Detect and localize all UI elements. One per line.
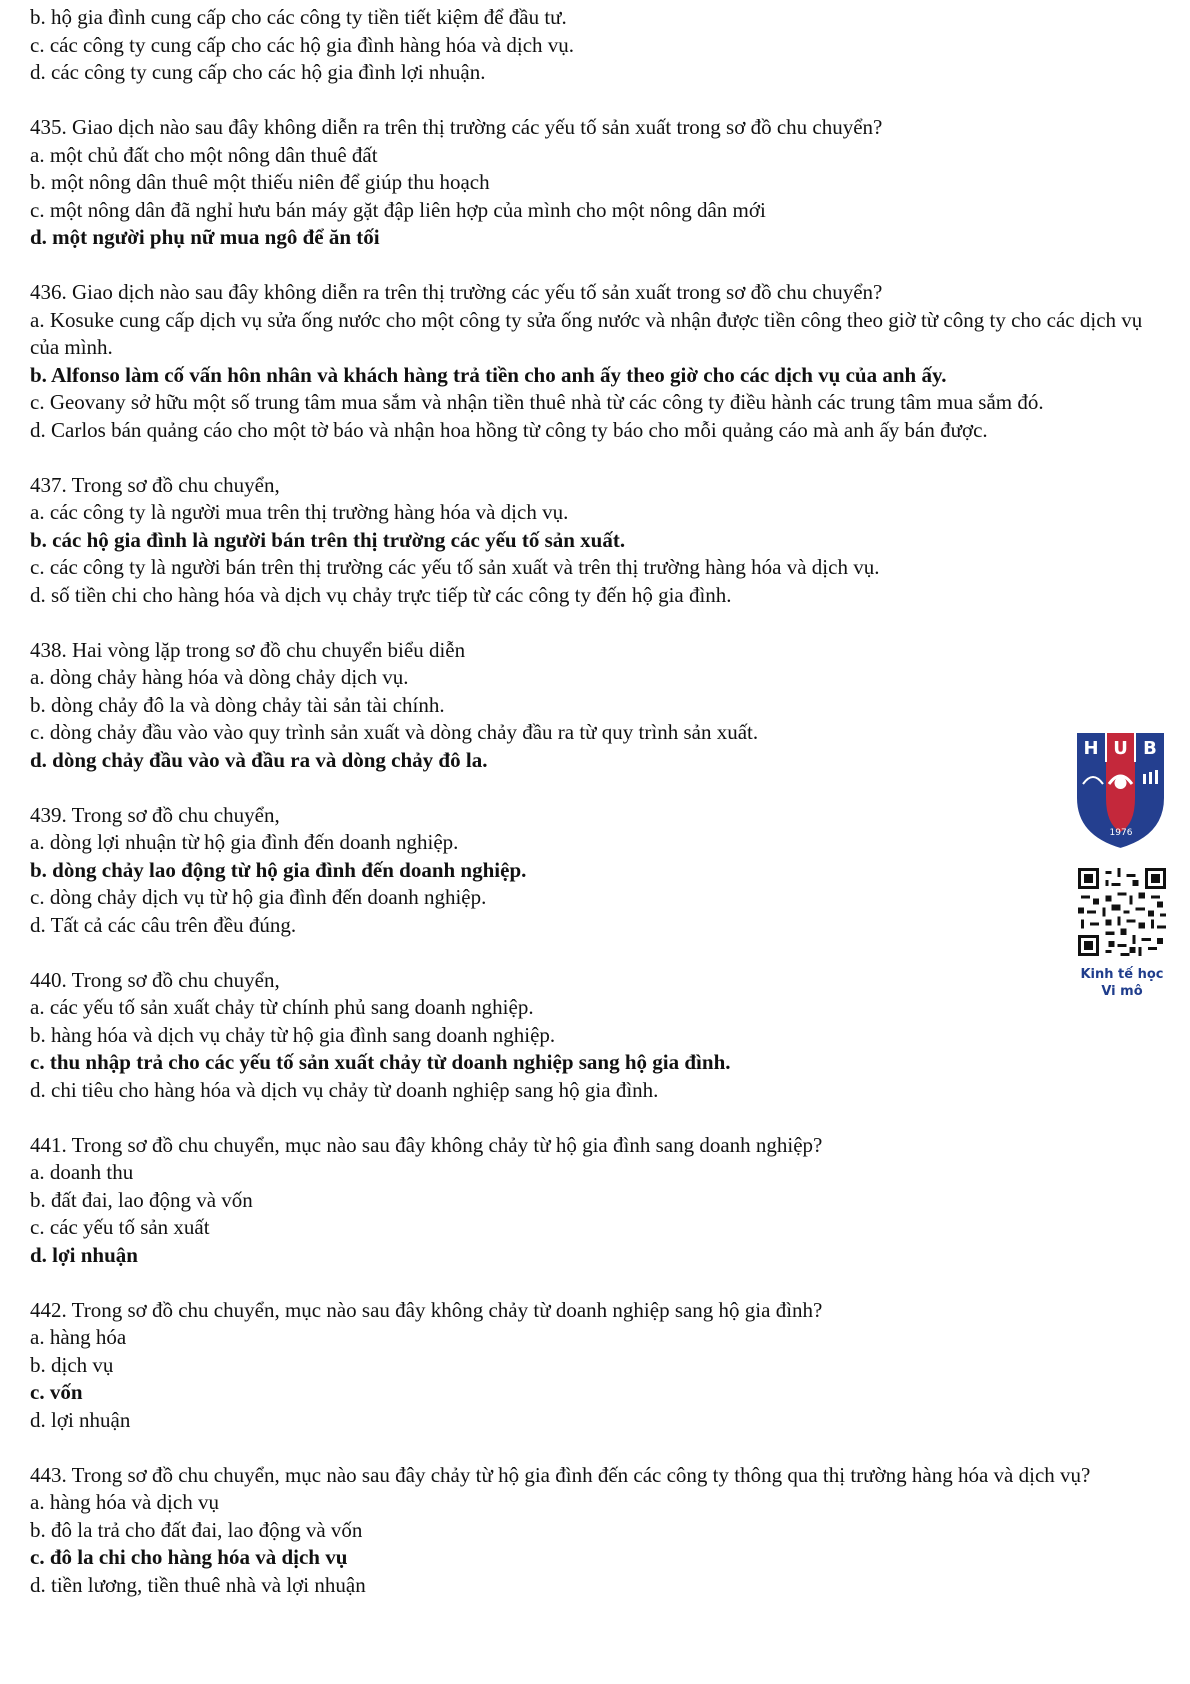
text-line: b. các hộ gia đình là người bán trên thị trường các yếu tố sản xuất. bbox=[30, 527, 626, 552]
text-line: 442. Trong sơ đồ chu chuyển, mục nào sau đây không chảy từ doanh nghiệp sang hộ gia đình? bbox=[30, 1297, 823, 1322]
text-line: 435. Giao dịch nào sau đây không diễn ra trên thị trường các yếu tố sản xuất trong sơ đồ chu chuyển? bbox=[30, 115, 883, 139]
text-line: a. dòng lợi nhuận từ hộ gia đình đến doanh nghiệp. bbox=[30, 830, 459, 854]
text-line: c. các công ty cung cấp cho các hộ gia đình hàng hóa và dịch vụ. bbox=[30, 32, 575, 57]
blank-line bbox=[30, 1269, 1165, 1297]
text-line: 438. Hai vòng lặp trong sơ đồ chu chuyển biểu diễn bbox=[30, 637, 466, 662]
text-line: c. các công ty là người bán trên thị trường các yếu tố sản xuất và trên thị trường hàng hóa và dịch vụ. bbox=[30, 555, 880, 579]
text-line: b. dòng chảy lao động từ hộ gia đình đến doanh nghiệp. bbox=[30, 857, 527, 882]
text-line: b. Alfonso làm cố vấn hôn nhân và khách hàng trả tiền cho anh ấy theo giờ cho các dịch vụ của anh ấy. bbox=[30, 362, 947, 387]
brand-title-line1: Kinh tế học bbox=[1080, 967, 1164, 982]
text-line: d. Carlos bán quảng cáo cho một tờ báo và nhận hoa hồng từ công ty báo cho mỗi quảng cáo mà anh ấy bán được. bbox=[30, 417, 988, 442]
text-line: c. vốn bbox=[30, 1380, 83, 1404]
text-line: 437. Trong sơ đồ chu chuyển, bbox=[30, 472, 280, 497]
text-line: c. Geovany sở hữu một số trung tâm mua sắm và nhận tiền thuê nhà từ các công ty điều hành các trung tâm mua sắm đó. bbox=[30, 390, 1044, 414]
text-line: d. một người phụ nữ mua ngô để ăn tối bbox=[30, 225, 380, 249]
text-line: b. hàng hóa và dịch vụ chảy từ hộ gia đình sang doanh nghiệp. bbox=[30, 1022, 556, 1047]
logo-letter-h: H bbox=[1083, 738, 1099, 759]
blank-line bbox=[30, 252, 1165, 280]
text-line: d. dòng chảy đầu vào và đầu ra và dòng chảy đô la. bbox=[30, 747, 488, 772]
text-line: c. thu nhập trả cho các yếu tố sản xuất chảy từ doanh nghiệp sang hộ gia đình. bbox=[30, 1050, 731, 1074]
qr-code[interactable] bbox=[1078, 868, 1166, 956]
text-line: c. đô la chi cho hàng hóa và dịch vụ bbox=[30, 1545, 348, 1569]
text-line: a. các yếu tố sản xuất chảy từ chính phủ sang doanh nghiệp. bbox=[30, 995, 534, 1019]
text-line: a. hàng hóa bbox=[30, 1325, 127, 1349]
text-line: d. lợi nhuận bbox=[30, 1242, 138, 1267]
text-line: a. Kosuke cung cấp dịch vụ sửa ống nước cho một công ty sửa ống nước và nhận được tiền công theo giờ từ công ty cho các dịch vụ của mình. bbox=[30, 307, 1143, 359]
text-line: d. số tiền chi cho hàng hóa và dịch vụ chảy trực tiếp từ các công ty đến hộ gia đình. bbox=[30, 582, 732, 607]
text-line: a. một chủ đất cho một nông dân thuê đất bbox=[30, 142, 378, 167]
text-line: c. một nông dân đã nghỉ hưu bán máy gặt đập liên hợp của mình cho một nông dân mới bbox=[30, 197, 766, 222]
text-line: b. một nông dân thuê một thiếu niên để giúp thu hoạch bbox=[30, 170, 490, 194]
text-line: 443. Trong sơ đồ chu chuyển, mục nào sau đây chảy từ hộ gia đình đến các công ty thông qua thị trường hàng hóa và dịch vụ? bbox=[30, 1462, 1091, 1487]
text-line: d. tiền lương, tiền thuê nhà và lợi nhuận bbox=[30, 1572, 366, 1597]
text-line: 436. Giao dịch nào sau đây không diễn ra trên thị trường các yếu tố sản xuất trong sơ đồ chu chuyển? bbox=[30, 280, 883, 304]
text-line: c. các yếu tố sản xuất bbox=[30, 1215, 210, 1239]
text-line: 441. Trong sơ đồ chu chuyển, mục nào sau đây không chảy từ hộ gia đình sang doanh nghiệp? bbox=[30, 1132, 823, 1157]
text-line: c. dòng chảy đầu vào vào quy trình sản xuất và dòng chảy đầu ra từ quy trình sản xuất. bbox=[30, 720, 759, 744]
text-line: b. đô la trả cho đất đai, lao động và vốn bbox=[30, 1517, 363, 1542]
brand-title-line2: Vi mô bbox=[1101, 984, 1143, 999]
question-text-block bbox=[30, 4, 1165, 1599]
blank-line bbox=[30, 939, 1165, 967]
text-line: a. dòng chảy hàng hóa và dòng chảy dịch vụ. bbox=[30, 665, 409, 689]
text-line: d. Tất cả các câu trên đều đúng. bbox=[30, 912, 297, 937]
text-line: 439. Trong sơ đồ chu chuyển, bbox=[30, 802, 280, 827]
logo-letter-b: B bbox=[1143, 738, 1157, 759]
text-line: b. dòng chảy đô la và dòng chảy tài sản tài chính. bbox=[30, 692, 445, 717]
text-line: b. đất đai, lao động và vốn bbox=[30, 1187, 253, 1212]
blank-line bbox=[30, 87, 1165, 115]
brand-panel bbox=[1070, 728, 1182, 1006]
blank-line bbox=[30, 1104, 1165, 1132]
logo-letter-u: U bbox=[1113, 738, 1128, 759]
blank-line bbox=[30, 609, 1165, 637]
brand-title bbox=[1062, 966, 1182, 1000]
blank-line bbox=[30, 444, 1165, 472]
text-line: a. các công ty là người mua trên thị trường hàng hóa và dịch vụ. bbox=[30, 500, 569, 524]
text-line: a. doanh thu bbox=[30, 1160, 134, 1184]
text-line: a. hàng hóa và dịch vụ bbox=[30, 1490, 219, 1514]
text-line: 440. Trong sơ đồ chu chuyển, bbox=[30, 967, 280, 992]
text-line: b. dịch vụ bbox=[30, 1352, 114, 1377]
text-line: d. các công ty cung cấp cho các hộ gia đình lợi nhuận. bbox=[30, 60, 486, 84]
blank-line bbox=[30, 774, 1165, 802]
logo-year: 1976 bbox=[1109, 828, 1133, 838]
text-line: d. chi tiêu cho hàng hóa và dịch vụ chảy từ doanh nghiệp sang hộ gia đình. bbox=[30, 1077, 659, 1102]
text-line: d. lợi nhuận bbox=[30, 1407, 131, 1432]
text-line: b. hộ gia đình cung cấp cho các công ty tiền tiết kiệm để đầu tư. bbox=[30, 5, 567, 29]
blank-line bbox=[30, 1434, 1165, 1462]
text-line: c. dòng chảy dịch vụ từ hộ gia đình đến doanh nghiệp. bbox=[30, 885, 487, 909]
